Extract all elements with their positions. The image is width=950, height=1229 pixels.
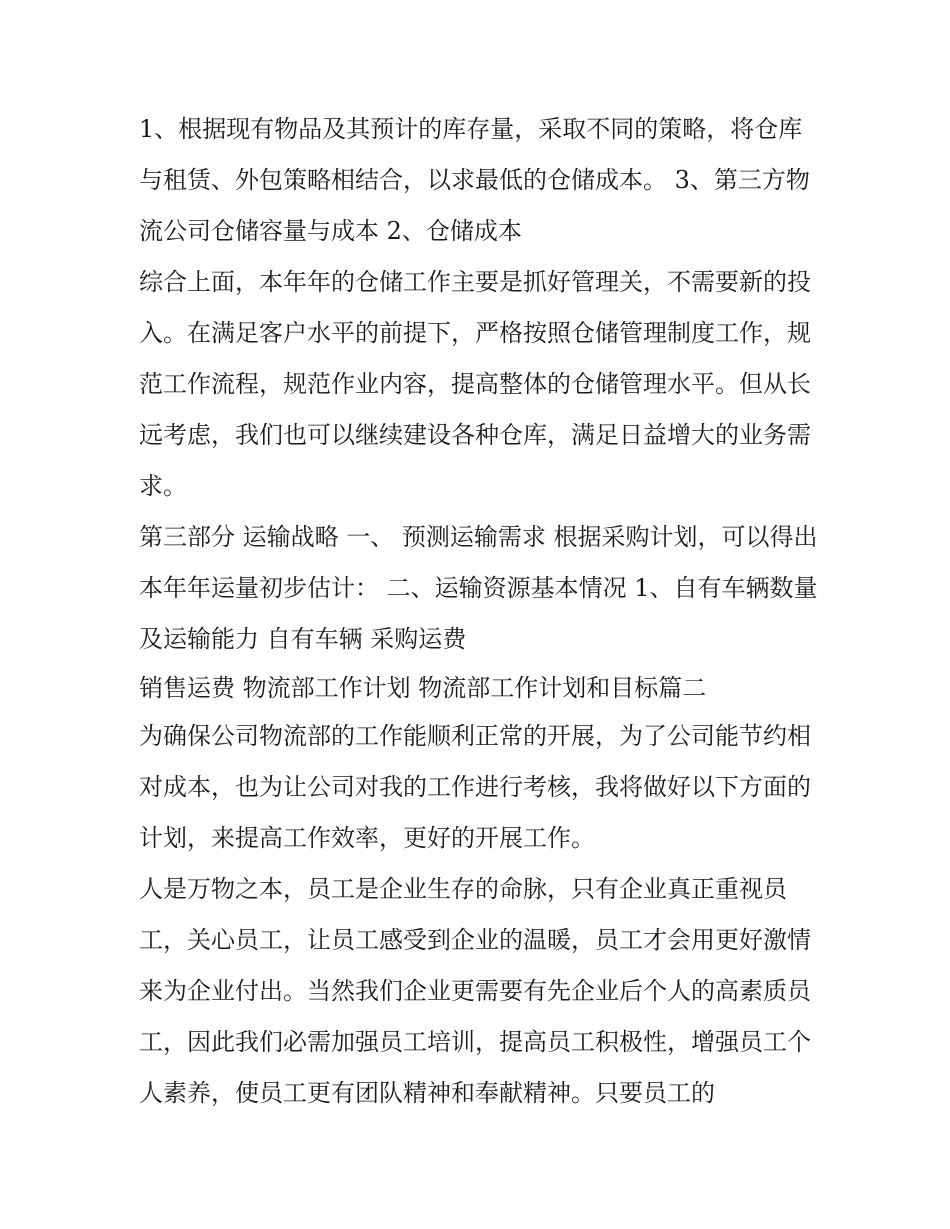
- paragraph-warehouse-summary: 综合上面，本年年的仓储工作主要是抓好管理关，不需要新的投入。在满足客户水平的前提下，严格按照仓储管理制度工作，规范工作流程，规范作业内容，提高整体的仓储管理水平。但从长远考虑，我们也可以继续建设各种仓库，满足日益增大的业务需求。: [139, 268, 811, 500]
- paragraph-section-heading: 销售运费 物流部工作计划 物流部工作计划和目标篇二: [139, 674, 707, 702]
- paragraph-staff-training: 人是万物之本，员工是企业生存的命脉，只有企业真正重视员工，关心员工，让员工感受到企业的温暖，员工才会用更好激情来为企业付出。当然我们企业更需要有先企业后个人的高素质员工，因此我们必需加强员工培训，提高员工积极性，增强员工个人素养，使员工更有团队精神和奉献精神。只要员工的: [139, 875, 811, 1107]
- paragraph-warehouse-strategy: 1、根据现有物品及其预计的库存量，采取不同的策略，将仓库与租赁、外包策略相结合，以求最低的仓储成本。 3、第三方物流公司仓储容量与成本 2、仓储成本: [139, 115, 810, 245]
- document-body: [139, 104, 819, 1119]
- paragraph-plan-intro: 为确保公司物流部的工作能顺利正常的开展，为了公司能节约相对成本，也为让公司对我的工作进行考核，我将做好以下方面的计划，来提高工作效率，更好的开展工作。: [139, 722, 811, 852]
- paragraph-transport-strategy: 第三部分 运输战略 一、 预测运输需求 根据采购计划，可以得出本年年运量初步估计： 二、运输资源基本情况 1、自有车辆数量及运输能力 自有车辆 采购运费: [139, 523, 818, 653]
